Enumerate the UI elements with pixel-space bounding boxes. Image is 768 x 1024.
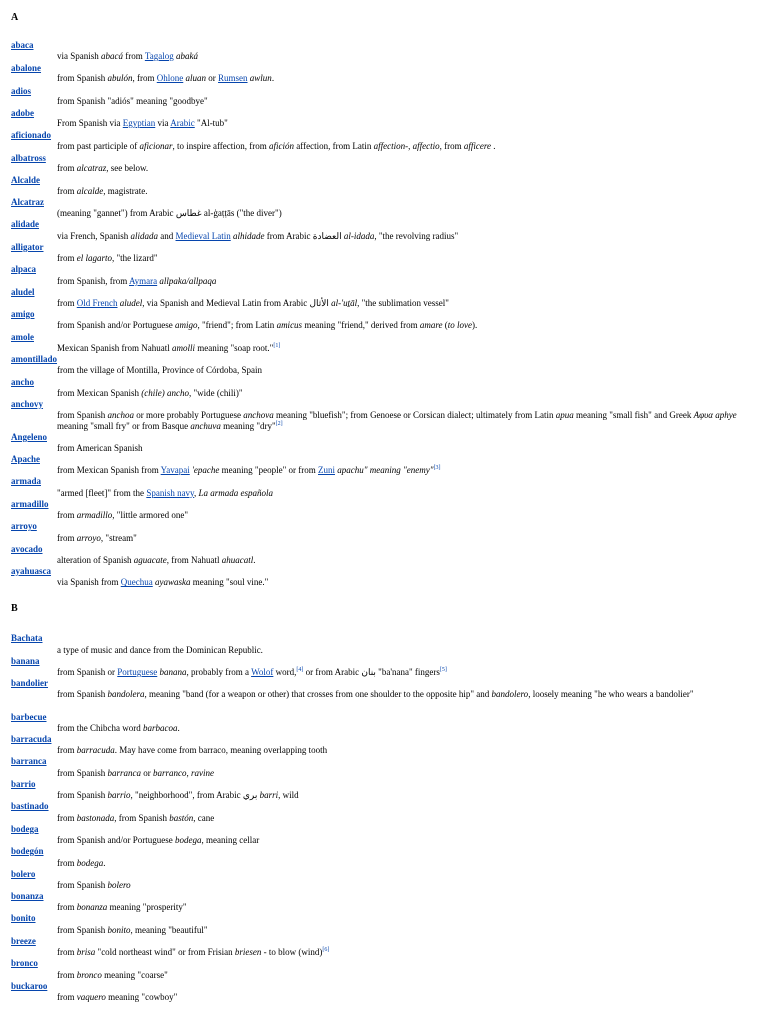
definition-italic-text: ravine (191, 768, 214, 778)
section-heading: A (11, 12, 19, 23)
definition-text: . (271, 73, 275, 83)
definition-italic-text: barranca (107, 768, 141, 778)
entry-term-link[interactable]: Angeleno (11, 432, 47, 442)
definition-italic-text: allpaka/allpaqa (159, 276, 217, 286)
definition-text: from Spanish (57, 768, 108, 778)
entry-term-link[interactable]: breeze (11, 936, 36, 946)
definition-italic-text: abulón (107, 73, 133, 83)
definition-text: via Spanish (57, 51, 101, 61)
definition-text: meaning "soul vine." (190, 577, 269, 587)
definition-italic-text: amigo (174, 320, 198, 330)
definition-text: ( (442, 320, 448, 330)
definition-italic-text: bolero (107, 880, 131, 890)
definition-text: from the Chibcha word (57, 723, 143, 733)
entry-definition (57, 443, 747, 454)
definition-italic-text: barri (259, 790, 279, 800)
definition-link[interactable]: Yavapai (160, 465, 190, 475)
entry-definition (57, 947, 747, 958)
entry-term-link[interactable]: adobe (11, 108, 35, 118)
definition-text: word, (273, 667, 297, 677)
entry-term-link[interactable]: bonanza (11, 891, 44, 901)
definition-text: meaning "cowboy" (105, 992, 178, 1002)
definition-italic-text: barrio (107, 790, 131, 800)
definition-italic-text: aluan (185, 73, 207, 83)
definition-italic-text: bandolera (107, 689, 145, 699)
definition-link[interactable]: Rumsen (218, 73, 248, 83)
entry-definition (57, 488, 747, 499)
definition-link[interactable]: Old French (76, 298, 118, 308)
definition-text: from (57, 858, 77, 868)
definition-link[interactable]: Arabic (170, 118, 195, 128)
definition-text: from Mexican Spanish (57, 388, 142, 398)
definition-text: from Spanish (57, 689, 108, 699)
definition-text: , wild (278, 790, 299, 800)
entry-term-link[interactable]: abalone (11, 63, 42, 73)
definition-text: . (491, 141, 496, 151)
entry-term-link[interactable]: buckaroo (11, 981, 48, 991)
definition-text: via Spanish from (57, 577, 121, 587)
section-heading: B (11, 603, 18, 614)
entry-definition (57, 320, 747, 331)
definition-text: , via Spanish and Medieval Latin from Arabic الأثال (142, 298, 332, 308)
entry-definition (57, 73, 747, 84)
entry-definition (57, 141, 747, 152)
definition-text: meaning "people" or from (219, 465, 318, 475)
definition-text: . May have come from barraco, meaning overlapping tooth (114, 745, 328, 755)
definition-italic-text: La armada española (198, 488, 273, 498)
definition-italic-text: barbacoa (142, 723, 178, 733)
definition-link[interactable]: Medieval Latin (175, 231, 231, 241)
definition-text: from Spanish and/or Portuguese (57, 320, 175, 330)
entry-term-link[interactable]: amole (11, 332, 34, 342)
definition-text: and (158, 231, 176, 241)
definition-text: from (57, 533, 77, 543)
definition-italic-text: vaquero (76, 992, 106, 1002)
entry-definition (57, 925, 747, 936)
definition-text: from Spanish (57, 880, 108, 890)
definition-italic-text: brisa (76, 947, 96, 957)
entry-definition (57, 645, 747, 656)
definition-text: from (57, 902, 77, 912)
definition-italic-text: bodega (174, 835, 202, 845)
definition-italic-text: abaká (175, 51, 198, 61)
definition-italic-text: al-idada (343, 231, 375, 241)
definition-italic-text: bastonada (76, 813, 115, 823)
entry-term-link[interactable]: ancho (11, 377, 35, 387)
definition-text: , from (439, 141, 464, 151)
definition-text: "cold northeast wind" or from Frisian (95, 947, 235, 957)
entry-term-link[interactable]: aficionado (11, 130, 52, 140)
definition-italic-text: bandolero (491, 689, 529, 699)
definition-italic-text: amicus (276, 320, 303, 330)
definition-italic-text: el lagarto (76, 253, 112, 263)
definition-italic-text: ayawaska (154, 577, 191, 587)
entry-term-link[interactable]: anchovy (11, 399, 44, 409)
entry-definition (57, 465, 747, 476)
entry-term-link[interactable]: bonito (11, 913, 36, 923)
definition-text: or (141, 768, 153, 778)
definition-italic-text: amare (419, 320, 443, 330)
definition-text: , meaning cellar (201, 835, 260, 845)
definition-link[interactable]: Quechua (120, 577, 153, 587)
definition-italic-text: alhidade (233, 231, 265, 241)
definition-text: alteration of Spanish (57, 555, 134, 565)
entry-term-link[interactable]: albatross (11, 153, 46, 163)
definition-text: from (57, 253, 77, 263)
definition-italic-text: alcalde (76, 186, 104, 196)
definition-text: from (57, 186, 77, 196)
definition-text: or more probably Portuguese (134, 410, 244, 420)
definition-text: from the village of Montilla, Province of Córdoba, Spain (57, 365, 262, 375)
entry-definition (57, 365, 747, 376)
definition-text: or (206, 73, 219, 83)
definition-link[interactable]: Aymara (129, 276, 158, 286)
definition-text: meaning "small fish" and Greek (573, 410, 694, 420)
definition-text: , to inspire affection, from (172, 141, 270, 151)
definition-text: via French, Spanish (57, 231, 131, 241)
entry-definition (57, 723, 747, 734)
reference-link[interactable]: [6] (322, 947, 330, 953)
entry-definition (57, 970, 747, 981)
definition-italic-text: abacá (101, 51, 123, 61)
entry-term-link[interactable]: aludel (11, 287, 35, 297)
definition-text: , meaning "band (for a weapon or other) that crosses from one shoulder to the opposite hip" and (144, 689, 492, 699)
definition-link[interactable]: Spanish navy (146, 488, 194, 498)
definition-text: via (155, 118, 171, 128)
definition-italic-text: al-'uṯāl (331, 298, 358, 308)
definition-text: , loosely meaning "he who wears a bandolier" (528, 689, 694, 699)
definition-text: . (177, 723, 180, 733)
entry-definition (57, 276, 747, 287)
entry-term-link[interactable]: alligator (11, 242, 44, 252)
definition-link[interactable]: Portuguese (117, 667, 158, 677)
definition-italic-text: bronco (76, 970, 102, 980)
entry-definition (57, 253, 747, 264)
definition-italic-text: amolli (171, 343, 195, 353)
entry-definition (57, 51, 747, 62)
definition-text: . (253, 555, 256, 565)
definition-text: ). (472, 320, 478, 330)
entry-term-link[interactable]: Alcatraz (11, 197, 44, 207)
definition-italic-text: briesen (234, 947, 262, 957)
definition-text: from (57, 992, 77, 1002)
entry-definition (57, 510, 747, 521)
entry-term-link[interactable]: ayahuasca (11, 566, 52, 576)
definition-text: or from Arabic بنان "ba'nana" fingers (303, 667, 440, 677)
definition-text: , "the lizard" (112, 253, 158, 263)
entry-definition (57, 410, 747, 432)
definition-text: from (57, 745, 77, 755)
definition-italic-text: anchoa (107, 410, 134, 420)
definition-text: meaning "bluefish"; from Genoese or Corsican dialect; ultimately from Latin (273, 410, 556, 420)
definition-text: meaning "friend," derived from (302, 320, 420, 330)
definition-text: affection, from Latin (294, 141, 374, 151)
entry-term-link[interactable]: bronco (11, 958, 38, 968)
entry-definition (57, 902, 747, 913)
definition-text: meaning "soap root." (195, 343, 274, 353)
definition-italic-text: alidada (130, 231, 159, 241)
definition-text: , (408, 141, 413, 151)
entry-definition (57, 533, 747, 544)
reference-link[interactable]: [2] (275, 421, 283, 427)
reference-link[interactable]: [3] (433, 465, 441, 471)
entry-term-link[interactable]: armadillo (11, 499, 49, 509)
definition-text: from Spanish, from (57, 276, 129, 286)
definition-text: Mexican Spanish from Nahuatl (57, 343, 172, 353)
definition-italic-text: affectio (412, 141, 440, 151)
entry-term-link[interactable]: bolero (11, 869, 36, 879)
entry-term-link[interactable]: barracuda (11, 734, 52, 744)
definition-text: a type of music and dance from the Dominican Republic. (57, 645, 263, 655)
definition-text: from Mexican Spanish from (57, 465, 161, 475)
entry-definition (57, 96, 747, 107)
definition-text: meaning "coarse" (101, 970, 168, 980)
definition-text: (meaning "gannet") from Arabic غطاس al-ġaṭṭās ("the diver") (57, 208, 282, 218)
definition-link[interactable]: Ohlone (156, 73, 184, 83)
definition-link[interactable]: Zuni (318, 465, 335, 475)
entry-definition (57, 813, 747, 824)
definition-italic-text: ahuacatl (221, 555, 254, 565)
definition-text: from Spanish (57, 925, 108, 935)
entry-term-link[interactable]: amontillado (11, 354, 58, 364)
entry-definition (57, 689, 747, 700)
definition-text: , magistrate. (103, 186, 148, 196)
entry-definition (57, 298, 747, 309)
entry-definition (57, 745, 747, 756)
definition-text: from past participle of (57, 141, 140, 151)
definition-italic-text: afición (269, 141, 295, 151)
definition-italic-text: bonito (107, 925, 131, 935)
definition-text: , meaning "beautiful" (130, 925, 208, 935)
entry-term-link[interactable]: abaca (11, 40, 34, 50)
entry-definition (57, 118, 747, 129)
definition-italic-text: (chile) ancho (141, 388, 189, 398)
definition-italic-text: bastón (169, 813, 194, 823)
definition-text: from Spanish (57, 790, 108, 800)
entry-definition (57, 343, 747, 354)
entry-definition (57, 163, 747, 174)
definition-italic-text: alcatraz (76, 163, 107, 173)
entry-term-link[interactable]: armada (11, 476, 41, 486)
entry-definition (57, 880, 747, 891)
definition-text: from (57, 970, 77, 980)
definition-text: , see below. (106, 163, 149, 173)
definition-text: - to blow (wind) (261, 947, 323, 957)
entry-term-link[interactable]: alidade (11, 219, 40, 229)
definition-italic-text: anchuva (190, 421, 221, 431)
definition-text: from (57, 813, 77, 823)
definition-italic-text: barracuda (76, 745, 115, 755)
definition-text: from (57, 510, 77, 520)
definition-italic-text: aludel (119, 298, 143, 308)
definition-italic-text: banana (159, 667, 187, 677)
definition-text: from (57, 298, 77, 308)
definition-text: from Spanish (57, 410, 108, 420)
entry-term-link[interactable]: avocado (11, 544, 43, 554)
entry-term-link[interactable]: bodegón (11, 846, 44, 856)
definition-italic-text: barranco (153, 768, 187, 778)
entry-definition (57, 667, 747, 678)
definition-text: , "the sublimation vessel" (357, 298, 449, 308)
definition-text: , (186, 768, 191, 778)
definition-italic-text: bonanza (76, 902, 108, 912)
entry-definition (57, 208, 747, 219)
entry-term-link[interactable]: bastinado (11, 801, 49, 811)
definition-text: , (193, 488, 199, 498)
definition-text: , "little armored one" (112, 510, 189, 520)
definition-text: meaning "prosperity" (107, 902, 187, 912)
entry-term-link[interactable]: alpaca (11, 264, 37, 274)
definition-text: . (103, 858, 106, 868)
definition-italic-text: anchova (243, 410, 274, 420)
definition-text: from Spanish "adiós" meaning "goodbye" (57, 96, 208, 106)
entry-definition (57, 388, 747, 399)
entry-definition (57, 577, 747, 588)
entry-term-link[interactable]: bodega (11, 824, 39, 834)
definition-text: , cane (193, 813, 215, 823)
definition-italic-text: bodega (76, 858, 104, 868)
entry-definition (57, 992, 747, 1003)
definition-italic-text: awlun (249, 73, 272, 83)
definition-text: , "the revolving radius" (374, 231, 459, 241)
entry-definition (57, 768, 747, 779)
entry-term-link[interactable]: Apache (11, 454, 40, 464)
entry-term-link[interactable]: banana (11, 656, 40, 666)
definition-text: "armed [fleet]" from the (57, 488, 147, 498)
definition-link[interactable]: Tagalog (144, 51, 174, 61)
reference-link[interactable]: [5] (439, 667, 447, 673)
entry-definition (57, 790, 747, 801)
definition-italic-text: affection- (373, 141, 409, 151)
entry-term-link[interactable]: adios (11, 86, 32, 96)
definition-link[interactable]: Wolof (251, 667, 274, 677)
definition-italic-text: aphye (715, 410, 737, 420)
definition-text: , from Nahuatl (166, 555, 222, 565)
definition-italic-text: arroyo (76, 533, 101, 543)
definition-text: , "friend"; from Latin (197, 320, 277, 330)
definition-text: from American Spanish (57, 443, 143, 453)
definition-text: "Al-tub" (194, 118, 228, 128)
entry-definition (57, 555, 747, 566)
definition-italic-text: to love (447, 320, 473, 330)
entry-definition (57, 231, 747, 242)
definition-text: from Spanish (57, 73, 108, 83)
definition-text: , "wide (chili)" (188, 388, 243, 398)
reference-link[interactable]: [4] (296, 667, 304, 673)
entry-term-link[interactable]: Alcalde (11, 175, 40, 185)
definition-italic-text: aficionar (139, 141, 173, 151)
definition-text: from (57, 163, 77, 173)
definition-italic-text: armadillo (76, 510, 113, 520)
entry-term-link[interactable]: bandolier (11, 678, 49, 688)
definition-text: meaning "small fry" or from Basque (57, 421, 191, 431)
definition-text: , from (132, 73, 157, 83)
reference-link[interactable]: [1] (273, 343, 281, 349)
definition-italic-text: apua (555, 410, 574, 420)
entry-definition (57, 858, 747, 869)
entry-definition (57, 186, 747, 197)
entry-term-link[interactable]: arroyo (11, 521, 37, 531)
definition-text: , "neighborhood", from Arabic بري (130, 790, 260, 800)
definition-text: , probably from a (186, 667, 252, 677)
definition-text: from Spanish and/or Portuguese (57, 835, 175, 845)
entry-term-link[interactable]: amigo (11, 309, 35, 319)
entry-term-link[interactable]: Bachata (11, 633, 43, 643)
entry-term-link[interactable]: barranca (11, 756, 47, 766)
definition-italic-text: Aφυα (693, 410, 713, 420)
definition-text: , "stream" (100, 533, 137, 543)
entry-term-link[interactable]: barbecue (11, 712, 47, 722)
definition-italic-text: 'epache (192, 465, 220, 475)
definition-text: from Arabic العضادة (264, 231, 344, 241)
definition-italic-text: apachu" meaning "enemy" (337, 465, 434, 475)
entry-definition (57, 835, 747, 846)
definition-italic-text: aguacate (133, 555, 167, 565)
definition-text: from (57, 947, 77, 957)
definition-text: from Spanish or (57, 667, 118, 677)
definition-italic-text: afficere (463, 141, 492, 151)
definition-text: , from Spanish (114, 813, 170, 823)
definition-text: meaning "dry" (220, 421, 276, 431)
entry-term-link[interactable]: barrio (11, 779, 36, 789)
definition-text: from (123, 51, 145, 61)
definition-link[interactable]: Egyptian (122, 118, 156, 128)
definition-text: From Spanish via (57, 118, 123, 128)
